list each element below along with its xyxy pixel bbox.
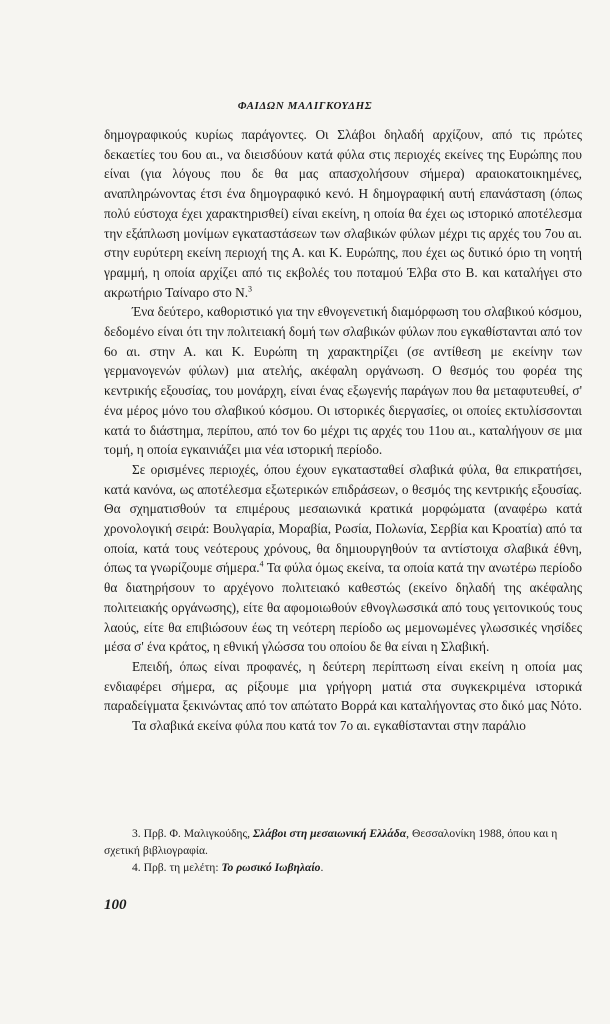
paragraph-5: Τα σλαβικά εκείνα φύλα που κατά τον 7ο αι. εγκαθίστανται στην παράλιο [132,718,526,734]
paragraph-4: Επειδή, όπως είναι προφανές, η δεύτερη περίπτωση είναι εκείνη η οποία μας ενδιαφέρει σήμερα, ας ρίξουμε μια γρήγορη ματιά στα συγκεκριμένα ιστορικά παραδείγματα ξεκινώντας από τον απώτατο Βορρά και καταλήγοντας στο δικό μας Νότο. [104,658,582,714]
body-text [104,125,582,736]
footnotes [104,825,582,876]
running-head: ΦΑΙΔΩΝ ΜΑΛΙΓΚΟΥΔΗΣ [237,100,373,112]
footnote-ref-4[interactable]: 4 [259,560,264,570]
page-number: 100 [104,897,127,913]
footnote-3: 3. Πρβ. Φ. Μαλιγκούδης, Σλάβοι στη μεσαιωνική Ελλάδα, Θεσσαλονίκη 1988, όπου και η σχετική βιβλιογραφία. [104,827,558,857]
paragraph-1: δημογραφικούς κυρίως παράγοντες. Οι Σλάβοι δηλαδή αρχίζουν, από τις πρώτες δεκαετίες του 6ου αι., να διεισδύουν κατά φύλα στις περιοχές εκείνες της Ευρώπης που είναι (για λόγους που δε θα μας απασχολήσουν σήμερα) αραιοκατοικημένες, αναπληρώνοντας έτσι ένα δημογραφικό κενό. Η δημογραφική αυτή επανάσταση (όπως πολύ εύστοχα έχει χαρακτηρισθεί) είναι εκείνη, η οποία θα έχει ως ιστορικό αποτέλεσμα την εξάπλωση μονίμων εγκαταστάσεων των σλαβικών φύλων μέχρι τις αρχές του 7ου αι. στην ευρύτερη εκείνη περιοχή της Α. και Κ. Ευρώπης, που έχει ως δυτικό όριο τη νοητή γραμμή, η οποία αρχίζει από τις εκβολές του ποταμού Έλβα στο Β. και καταλήγει στο ακρωτήριο Ταίναρο στο Ν.$^3$ [104,127,582,300]
footnote-4: 4. Πρβ. τη μελέτη: Το ρωσικό Ιωβηλαίο. [132,861,324,874]
footnote-ref-3[interactable]: 3 [248,284,253,294]
paragraph-2: Ένα δεύτερο, καθοριστικό για την εθνογενετική διαμόρφωση του σλαβικού κόσμου, δεδομένο είναι ότι την πολιτειακή δομή των σλαβικών φύλων που εγκαθίστανται από τον 6ο αι. στην Α. και Κ. Ευρώπη τη χαρακτηρίζει (σε αντίθεση με εκείνην των γερμανογενών φύλων) μια ατελής, ακέφαλη οργάνωση. Ο θεσμός του φορέα της κεντρικής εξουσίας, του μονάρχη, είναι ένας εξωγενής παράγων που θα μεταφυτευθεί, σ' ένα μέρος μόνο του σλαβικού κόσμου. Οι ιστορικές διεργασίες, οι οποίες εκτυλίσσονται κατά το διάστημα, περίπου, από τον 6ο μέχρι τις αρχές του 11ου αι., καταλήγουν σε μια τομή, η οποία εγκαινιάζει μια νέα ιστορική περίοδο. [104,304,582,458]
paragraph-3: Σε ορισμένες περιοχές, όπου έχουν εγκατασταθεί σλαβικά φύλα, θα επικρατήσει, κατά κανόνα, ως αποτέλεσμα εξωτερικών επιδράσεων, ο θεσμός της κεντρικής εξουσίας. Θα σχηματισθούν τα επιμέρους μεσαιωνικά κρατικά μορφώματα (αναφέρω κατά χρονολογική σειρά: Βουλγαρία, Μοραβία, Ρωσία, Πολωνία, Σερβία και Κροατία) από τα οποία, κατά τους νεότερους χρόνους, θα δημιουργηθούν τα αντίστοιχα σλαβικά έθνη, όπως τα γνωρίζουμε σήμερα.$^4$ Τα φύλα όμως εκείνα, τα οποία κατά την ανωτέρω περίοδο θα διατηρήσουν το αρχέγονο πολιτειακό καθεστώς (εκείνο δηλαδή της ακέφαλης πολιτειακής οργάνωσης), είτε θα αφομοιωθούν εθνογλωσσικά από τους γειτονικούς τους λαούς, είτε θα επιβιώσουν έως τη νεότερη περίοδο ως μεμονωμένες γλωσσικές νησίδες μέσα σ' ένα κράτος, η εθνική γλώσσα του οποίου δε θα είναι η Σλαβική. [104,461,582,655]
